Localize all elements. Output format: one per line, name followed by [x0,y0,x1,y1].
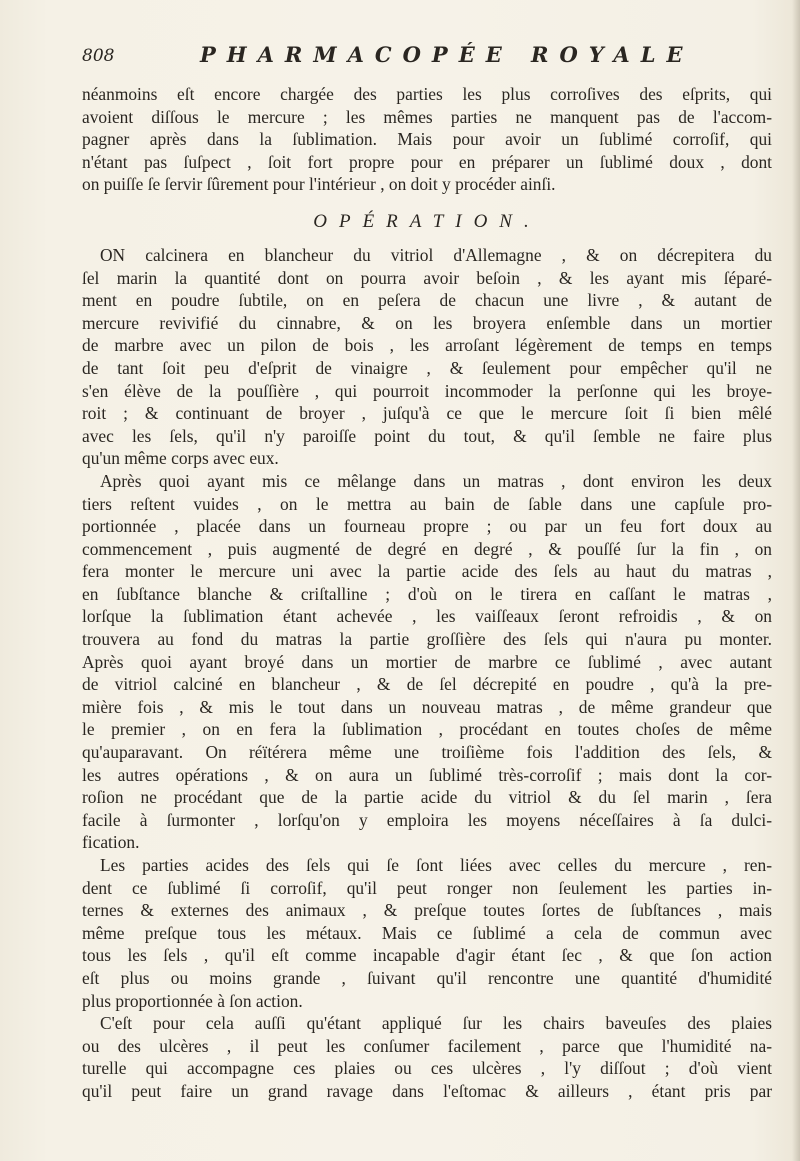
text-line: tous les ſels , qu'il eſt comme incapable d'agir étant ſec , & que ſon action [82,945,772,966]
text-line: fera monter le mercure uni avec la partie acide des ſels au haut du matras , [82,561,772,582]
section-heading: OPÉRATION. [313,210,541,232]
text-line: avec les ſels, qu'il n'y paroiſſe point du tout, & qu'il ſemble ne faire plus [82,425,772,446]
text-line: C'eſt pour cela auſſi qu'étant appliqué ſur les chairs baveuſes des plaies [100,1013,772,1034]
intro-paragraph [82,83,772,196]
text-line: mière fois , & mis le tout dans un nouveau matras , de même grandeur que [82,696,772,717]
text-line: ſel marin la quantité dont on pourra avoir beſoin , & les ayant mis ſéparé- [82,267,772,288]
text-line: le premier , on en fera la ſublimation , procédant en toutes choſes de même [82,719,772,740]
text-line: les autres opérations , & on aura un ſublimé très-corroſif ; mais dont la cor- [82,764,772,785]
text-line: de tant ſoit peu d'eſprit de vinaigre , & ſeulement pour empêcher qu'il ne [82,357,772,378]
text-line: dent ce ſublimé ſi corroſif, qu'il peut ronger non ſeulement les parties in- [82,877,772,898]
text-line: s'en élève de la pouſſière , qui pourroit incommoder la perſonne qui les broye- [82,380,772,401]
operation-text [82,244,772,1103]
text-line: Après quoi ayant mis ce mêlange dans un matras , dont environ les deux [100,470,772,491]
text-line: ou des ulcères , il peut les conſumer facilement , parce que l'humidité na- [82,1035,772,1056]
text-line: roſion ne procédant que de la partie acide du vitriol & du ſel marin , ſera [82,787,772,808]
text-line: même preſque tous les métaux. Mais ce ſublimé a cela de commun avec [82,922,772,943]
text-line: portionnée , placée dans un fourneau propre ; ou par un feu fort doux au [82,516,772,537]
text-line: en ſubſtance blanche & criſtalline ; d'où on le tirera en caſſant le matras , [82,583,772,604]
text-line: avoient diſſous le mercure ; les mêmes parties ne manquent pas de l'accom- [82,106,772,127]
text-line: on puiſſe ſe ſervir ſûrement pour l'intérieur , on doit y procéder ainſi. [82,174,556,195]
main-text [82,83,772,1103]
text-line: qu'un même corps avec eux. [82,448,279,469]
text-line: fication. [82,832,140,853]
text-line: qu'il peut faire un grand ravage dans l'eſtomac & ailleurs , étant pris par [82,1080,772,1101]
text-line: roit ; & continuant de broyer , juſqu'à ce que le mercure ſoit ſi bien mêlé [82,403,772,424]
running-head [82,40,732,70]
text-line: de vitriol calciné en blancheur , & de ſel décrepité en poudre , qu'à la pre- [82,674,772,695]
text-line: plus proportionnée à ſon action. [82,990,303,1011]
text-line: Après quoi ayant broyé dans un mortier de marbre ce ſublimé , avec autant [82,651,772,672]
text-line: Les parties acides des ſels qui ſe ſont liées avec celles du mercure , ren- [100,855,772,875]
text-line: eſt plus ou moins grande , ſuivant qu'il rencontre une quantité d'humidité [82,967,772,988]
text-line: de marbre avec un pilon de bois , les arroſant légèrement de temps en temps [82,335,772,356]
page-number: 808 [82,46,115,66]
text-line: mercure revivifié du cinnabre, & on les broyera enſemble dans un mortier [82,312,772,333]
running-title: PHARMACOPÉE ROYALE [200,42,694,67]
text-line: commencement , puis augmenté de degré en degré , & pouſſé ſur la fin , on [82,538,772,559]
text-line: lorſque la ſublimation étant achevée , les vaiſſeaux ſeront refroidis , & on [82,606,772,627]
text-line: tiers reſtent vuides , on le mettra au bain de ſable dans une capſule pro- [82,493,772,514]
text-line: n'étant pas ſuſpect , ſoit fort propre pour en préparer un ſublimé doux , dont [82,151,772,172]
text-line: ON calcinera en blancheur du vitriol d'Allemagne , & on décrepitera du [100,244,772,265]
text-line: qu'auparavant. On réïtérera même une troiſième fois l'addition des ſels, & [82,742,772,763]
text-line: ternes & externes des animaux , & preſque toutes ſortes de ſubſtances , mais [82,900,772,921]
text-line: pagner après dans la ſublimation. Mais pour avoir un ſublimé corroſif, qui [82,129,772,150]
page-edge-shadow [792,0,800,1161]
text-line: turelle qui accompagne ces plaies ou ces ulcères , l'y diſſout ; d'où vient [82,1058,772,1079]
text-line: facile à ſurmonter , lorſqu'on y emploira les moyens néceſſaires à ſa dulci- [82,809,772,830]
text-line: trouvera au fond du matras la partie groſſière des ſels qui n'aura pu monter. [82,629,772,650]
text-line: néanmoins eſt encore chargée des parties les plus corroſives des eſprits, qui [82,84,772,104]
text-line: ment en poudre ſubtile, on en peſera de chacun une livre , & autant de [82,290,772,311]
